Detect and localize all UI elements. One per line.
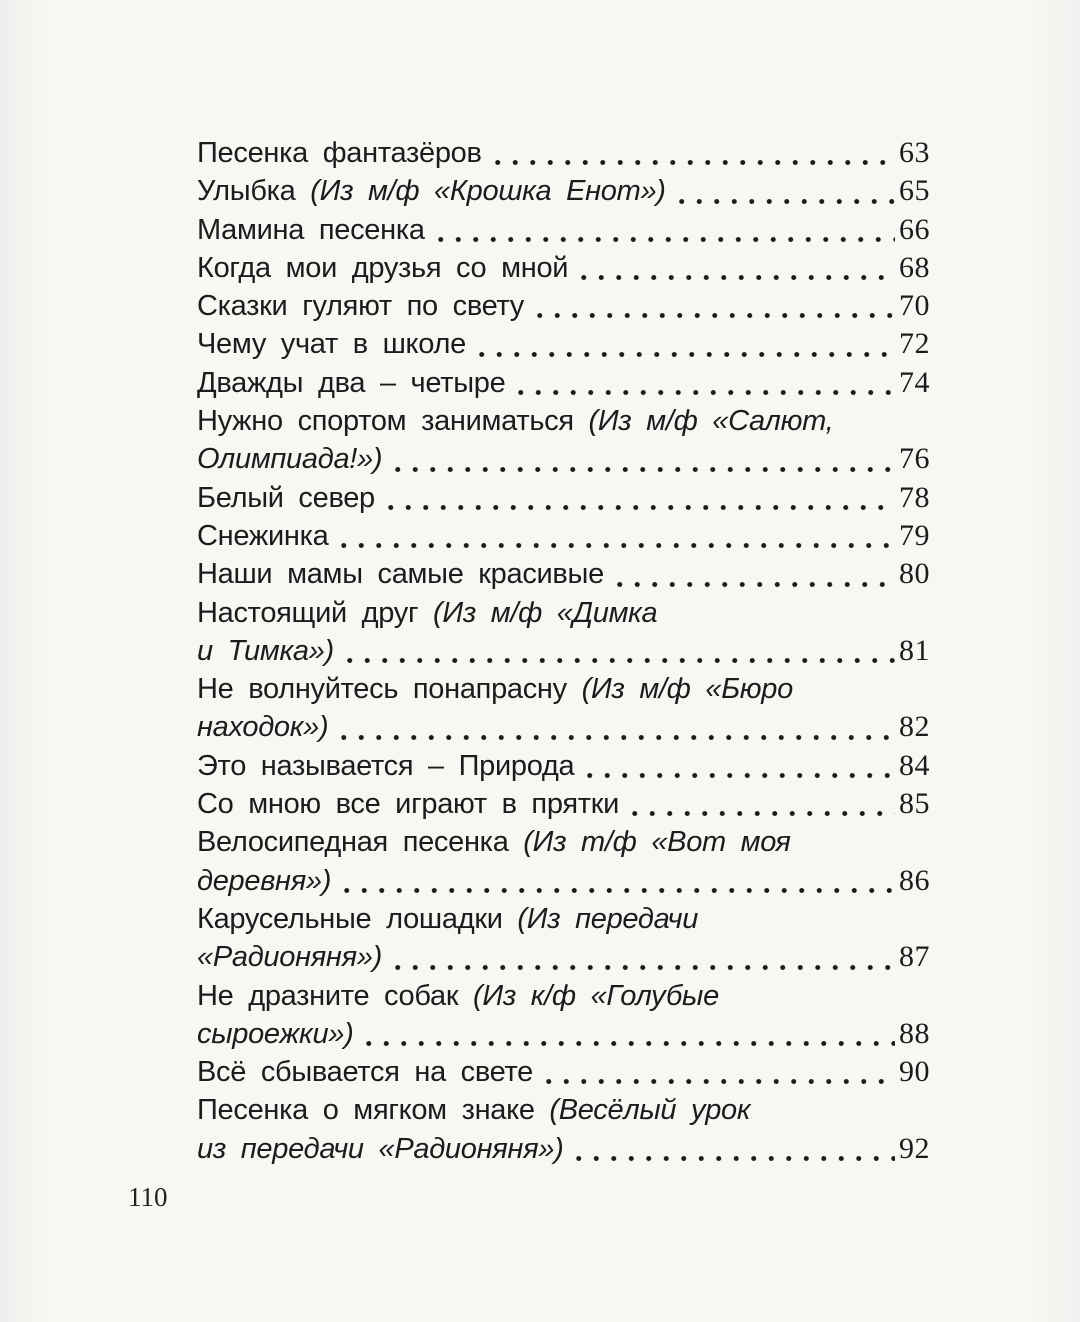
toc-line bbox=[197, 211, 930, 249]
toc-line bbox=[197, 823, 930, 861]
toc-line bbox=[197, 862, 930, 900]
toc-title-text: Велосипедная песенка bbox=[197, 826, 524, 859]
toc-line bbox=[197, 172, 930, 210]
toc-title-text: Наши мамы самые красивые bbox=[197, 558, 604, 591]
dot-leader bbox=[540, 1079, 895, 1084]
toc-line bbox=[197, 632, 930, 670]
toc-entry-page-number: 80 bbox=[899, 557, 930, 591]
toc-entry-page-number: 88 bbox=[899, 1016, 930, 1050]
toc-title-text: Не дразните собак bbox=[197, 979, 474, 1012]
dot-leader bbox=[473, 352, 895, 357]
dot-leader bbox=[389, 965, 895, 970]
toc-entry-title bbox=[197, 555, 604, 593]
toc-title-source-note: (Из м/ф «Димка bbox=[433, 596, 658, 629]
toc-entry-page-number: 72 bbox=[899, 327, 930, 361]
toc-title-text: Со мною все играют в прятки bbox=[197, 788, 620, 821]
toc-entry-title bbox=[197, 862, 331, 900]
toc-entry-title bbox=[197, 632, 334, 670]
toc-title-source-note: (Из к/ф «Голубые bbox=[473, 979, 719, 1012]
toc-entry-title bbox=[197, 1091, 750, 1129]
toc-line bbox=[197, 1130, 930, 1168]
toc-line bbox=[197, 708, 930, 746]
toc-title-text: Мамина песенка bbox=[197, 213, 425, 246]
dot-leader bbox=[382, 505, 895, 510]
toc-title-source-note: (Весёлый урок bbox=[549, 1094, 751, 1127]
toc-entry-title bbox=[197, 708, 328, 746]
toc-entry-title bbox=[197, 977, 719, 1015]
table-of-contents bbox=[197, 134, 930, 1168]
toc-entry-title bbox=[197, 670, 793, 708]
toc-entry-page-number: 87 bbox=[899, 940, 930, 974]
toc-title-source-note: (Из м/ф «Крошка Енот») bbox=[310, 175, 666, 208]
toc-title-source-note: находок») bbox=[197, 711, 329, 744]
toc-title-source-note: (Из т/ф «Вот моя bbox=[523, 826, 791, 859]
dot-leader bbox=[389, 467, 895, 472]
toc-title-text: Сказки гуляют по свету bbox=[197, 290, 524, 323]
dot-leader bbox=[338, 888, 895, 893]
toc-entry-page-number: 66 bbox=[899, 212, 930, 246]
toc-title-source-note: (Из передачи bbox=[517, 902, 699, 935]
dot-leader bbox=[626, 811, 895, 816]
dot-leader bbox=[611, 582, 895, 587]
toc-line bbox=[197, 1053, 930, 1091]
toc-entry-title bbox=[197, 938, 382, 976]
dot-leader bbox=[570, 1156, 895, 1161]
toc-entry-title bbox=[197, 747, 574, 785]
dot-leader bbox=[531, 313, 895, 318]
toc-line bbox=[197, 325, 930, 363]
toc-title-text: Это называется – Природа bbox=[197, 749, 575, 782]
toc-entry-title bbox=[197, 1053, 533, 1091]
toc-line bbox=[197, 747, 930, 785]
toc-entry-title bbox=[197, 364, 505, 402]
dot-leader bbox=[341, 658, 895, 663]
toc-entry-page-number: 79 bbox=[899, 518, 930, 552]
dot-leader bbox=[432, 237, 895, 242]
toc-title-source-note: из передачи «Радионяня») bbox=[197, 1132, 564, 1165]
toc-entry-page-number: 85 bbox=[899, 787, 930, 821]
toc-entry-title bbox=[197, 900, 698, 938]
dot-leader bbox=[489, 160, 895, 165]
toc-title-source-note: и Тимка») bbox=[197, 634, 334, 667]
toc-title-text: Всё сбывается на свете bbox=[197, 1056, 534, 1089]
toc-title-source-note: деревня») bbox=[197, 864, 332, 897]
toc-line bbox=[197, 517, 930, 555]
dot-leader bbox=[581, 773, 895, 778]
toc-line bbox=[197, 594, 930, 632]
toc-entry-page-number: 74 bbox=[899, 365, 930, 399]
toc-title-source-note: Олимпиада!») bbox=[197, 443, 383, 476]
toc-title-text: Когда мои друзья со мной bbox=[197, 251, 569, 284]
toc-line bbox=[197, 670, 930, 708]
toc-line bbox=[197, 900, 930, 938]
toc-entry-title bbox=[197, 479, 375, 517]
toc-line bbox=[197, 287, 930, 325]
toc-entry-page-number: 63 bbox=[899, 136, 930, 169]
toc-entry-page-number: 92 bbox=[899, 1131, 930, 1165]
toc-entry-page-number: 86 bbox=[899, 863, 930, 897]
page-number-folio: 110 bbox=[128, 1182, 168, 1212]
toc-entry-title bbox=[197, 823, 791, 861]
dot-leader bbox=[360, 1041, 895, 1046]
toc-title-source-note: сыроежки») bbox=[197, 1017, 354, 1050]
toc-entry-page-number: 65 bbox=[899, 174, 930, 208]
toc-entry-title bbox=[197, 249, 568, 287]
toc-entry-title bbox=[197, 211, 425, 249]
toc-title-text: Карусельные лошадки bbox=[197, 902, 518, 935]
toc-title-text: Дважды два – четыре bbox=[197, 366, 506, 399]
toc-entry-title bbox=[197, 440, 382, 478]
toc-entry-title bbox=[197, 402, 833, 440]
toc-line bbox=[197, 440, 930, 478]
toc-entry-page-number: 81 bbox=[899, 633, 930, 667]
toc-entry-page-number: 76 bbox=[899, 442, 930, 476]
dot-leader bbox=[575, 275, 895, 280]
toc-line bbox=[197, 249, 930, 287]
toc-entry-title bbox=[197, 287, 524, 325]
toc-entry-page-number: 90 bbox=[899, 1055, 930, 1089]
toc-entry-title bbox=[197, 785, 619, 823]
toc-line bbox=[197, 785, 930, 823]
toc-title-source-note: (Из м/ф «Салют, bbox=[588, 405, 834, 438]
toc-title-text: Нужно спортом заниматься bbox=[197, 405, 589, 438]
dot-leader bbox=[512, 390, 895, 395]
toc-line bbox=[197, 364, 930, 402]
toc-entry-title bbox=[197, 1015, 353, 1053]
toc-title-text: Не волнуйтесь понапрасну bbox=[197, 673, 582, 706]
toc-title-text: Настоящий друг bbox=[197, 596, 434, 629]
toc-line bbox=[197, 938, 930, 976]
toc-line bbox=[197, 479, 930, 517]
toc-title-source-note: «Радионяня») bbox=[197, 941, 382, 974]
dot-leader bbox=[335, 735, 895, 740]
toc-title-text: Песенка о мягком знаке bbox=[197, 1094, 550, 1127]
toc-entry-title bbox=[197, 134, 482, 172]
toc-line bbox=[197, 1015, 930, 1053]
toc-line bbox=[197, 977, 930, 1015]
toc-title-text: Снежинка bbox=[197, 519, 329, 552]
dot-leader bbox=[335, 543, 895, 548]
toc-line bbox=[197, 1091, 930, 1129]
toc-title-source-note: (Из м/ф «Бюро bbox=[581, 673, 793, 706]
toc-title-text: Улыбка bbox=[197, 175, 311, 208]
toc-entry-page-number: 84 bbox=[899, 748, 930, 782]
toc-entry-title bbox=[197, 172, 666, 210]
dot-leader bbox=[673, 199, 895, 204]
toc-line bbox=[197, 134, 930, 172]
toc-entry-page-number: 70 bbox=[899, 289, 930, 323]
toc-entry-title bbox=[197, 517, 328, 555]
toc-entry-page-number: 68 bbox=[899, 250, 930, 284]
toc-entry-title bbox=[197, 1130, 563, 1168]
toc-line bbox=[197, 555, 930, 593]
toc-line bbox=[197, 402, 930, 440]
toc-entry-page-number: 82 bbox=[899, 710, 930, 744]
toc-entry-page-number: 78 bbox=[899, 480, 930, 514]
toc-title-text: Белый север bbox=[197, 481, 375, 514]
toc-entry-title bbox=[197, 325, 466, 363]
toc-title-text: Песенка фантазёров bbox=[197, 137, 482, 169]
toc-title-text: Чему учат в школе bbox=[197, 328, 466, 361]
toc-entry-title bbox=[197, 594, 657, 632]
